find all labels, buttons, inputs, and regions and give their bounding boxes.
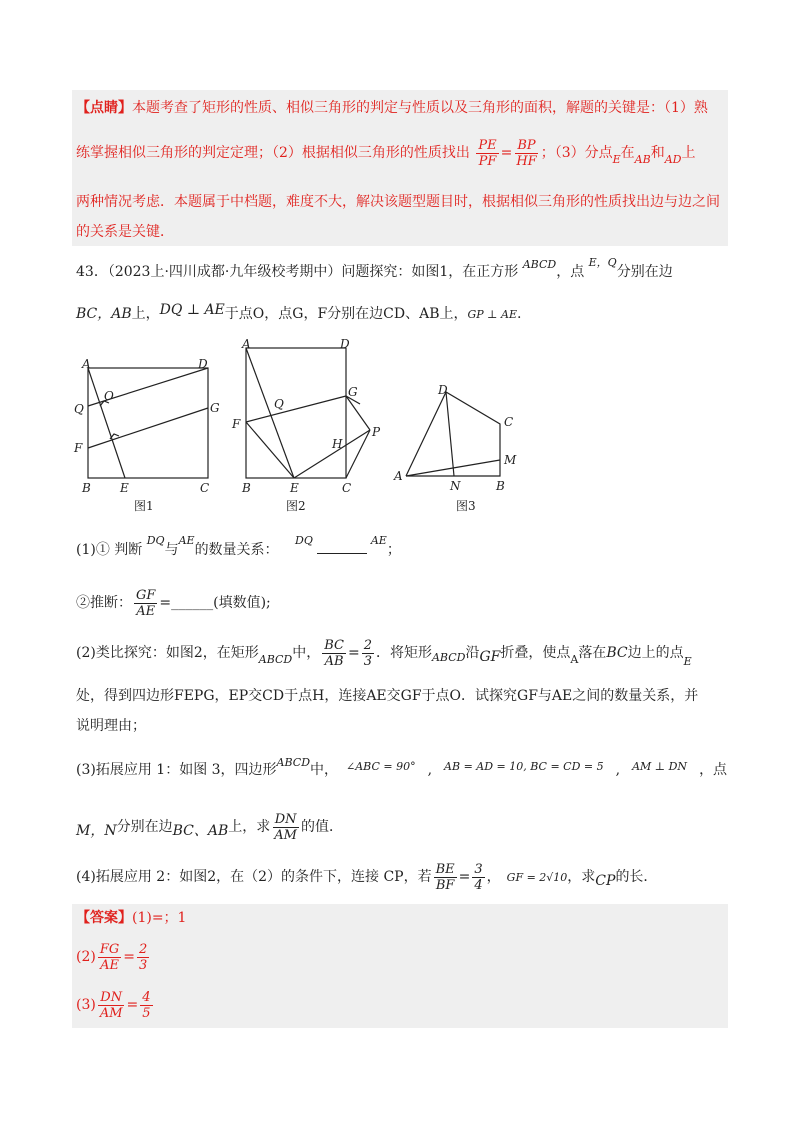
fraction-pe-pf: $\frac{PE}{PF}$ xyxy=(478,137,497,169)
fig2-label-c: C xyxy=(342,481,352,495)
fig2-label-f: F xyxy=(232,417,241,431)
question-3-line-2: 处，得到四边形FEPG，EP交CD于点H，连接AE交GF于点O．试探究GF与AE之间的数量关系，并 xyxy=(76,688,699,704)
answer-line-1: 【答案】(1)=；1 xyxy=(76,910,187,926)
fig1-label-a: A xyxy=(82,357,91,371)
fig1-label-c: C xyxy=(200,481,210,495)
review-line-2: 练掌握相似三角形的判定定理；（2）根据相似三角形的性质找出 $\frac{PE}{PF}$ = $\frac{BP}{HF}$ ；（3）分点$_E$在$_{AB}$和$_{AD}$上 xyxy=(76,137,696,169)
review-line-4: 的关系是关键． xyxy=(76,224,174,240)
review-label: 【点睛】 xyxy=(76,100,132,116)
review-line-3: 两种情况考虑．本题属于中档题，难度不大，解决该题型题目时，根据相似三角形的性质找出边与边之间 xyxy=(76,194,720,210)
fig2-label-h: H xyxy=(332,437,343,451)
fig2-label-g: G xyxy=(348,385,358,399)
fig3-label-d: D xyxy=(438,383,448,397)
question-3-line-3: 说明理由； xyxy=(76,718,146,734)
question-5: (4)拓展应用 2：如图2，在（2）的条件下，连接 CP，若 $\frac{BE}{BF}$ = $\frac{3}{4}$ ， GF = 2√10，求CP的长． xyxy=(76,861,658,893)
question-4-line-1: (3)拓展应用 1：如图 3，四边形$^{ABCD}$中， $^{\angle ABC = 90^\circ}$ , $^{AB = AD = 10, BC = CD = 5}$ , $^{AM \perp DN}$ ，点 xyxy=(76,756,728,778)
fig1-label-b: B xyxy=(82,481,91,495)
fig2-label-p: P xyxy=(372,425,381,439)
fig1-label-f: F xyxy=(74,441,83,455)
figure-3 xyxy=(390,380,530,516)
fig2-label-a: A xyxy=(242,337,251,351)
fig1-label-g: G xyxy=(210,401,220,415)
answer-line-2: (2) $\frac{FG}{AE}$ = $\frac{2}{3}$ xyxy=(76,941,148,973)
fig3-caption: 图3 xyxy=(456,499,476,513)
figure-1 xyxy=(70,356,230,516)
fig1-label-d: D xyxy=(198,357,208,371)
fig1-label-o: O xyxy=(104,389,114,403)
fig3-label-a: A xyxy=(394,469,403,483)
fig1-label-e: E xyxy=(120,481,129,495)
problem-line-1: 43．（2023上·四川成都·九年级校考期中）问题探究：如图1，在正方形 $^{ABCD}$，点 $^{E,Q}$分别在边 xyxy=(76,256,673,280)
fig3-label-n: N xyxy=(450,479,461,493)
fig2-label-d: D xyxy=(340,337,350,351)
answer-label: 【答案】 xyxy=(76,910,132,926)
fig3-label-b: B xyxy=(496,479,505,493)
question-2: ②推断： $\frac{GF}{AE}$ =______(填数值); xyxy=(76,587,271,619)
fraction-bp-hf: $\frac{BP}{HF}$ xyxy=(516,137,537,169)
fig1-caption: 图1 xyxy=(134,499,154,513)
fig2-label-q: Q xyxy=(274,397,284,411)
question-1: (1)① 判断 $^{DQ}$与$^{AE}$的数量关系： $^{DQ}$ $^{AE}$； xyxy=(76,534,401,558)
figure-2 xyxy=(230,336,390,516)
problem-line-2: BC，AB上，DQ ⊥ AE于点O，点G，F分别在边CD、AB上，GP ⊥ AE. xyxy=(76,302,522,322)
fig2-label-b: B xyxy=(242,481,251,495)
fig2-caption: 图2 xyxy=(286,499,306,513)
review-line-1: 【点睛】本题考查了矩形的性质、相似三角形的判定与性质以及三角形的面积，解题的关键是：（1）熟 xyxy=(76,100,708,116)
fraction-gf-ae: $\frac{GF}{AE}$ xyxy=(136,587,156,619)
fig1-label-q: Q xyxy=(74,402,84,416)
fig2-label-e: E xyxy=(290,481,299,495)
answer-line-3: (3) $\frac{DN}{AM}$ = $\frac{4}{5}$ xyxy=(76,989,151,1021)
question-3-line-1: (2)类比探究：如图2，在矩形$_{ABCD}$中， $\frac{BC}{AB}$ = $\frac{2}{3}$ ．将矩形$_{ABCD}$沿GF折叠，使点$_A$落在BC边上的点$_E$ xyxy=(76,637,692,669)
fig3-label-m: M xyxy=(504,453,517,467)
question-4-line-2: M，N分别在边BC、AB上，求 $\frac{DN}{AM}$ 的值． xyxy=(76,811,343,843)
answer-blank-1[interactable] xyxy=(317,541,367,554)
fraction-dn-am: $\frac{DN}{AM}$ xyxy=(274,811,297,843)
fig3-label-c: C xyxy=(504,415,514,429)
